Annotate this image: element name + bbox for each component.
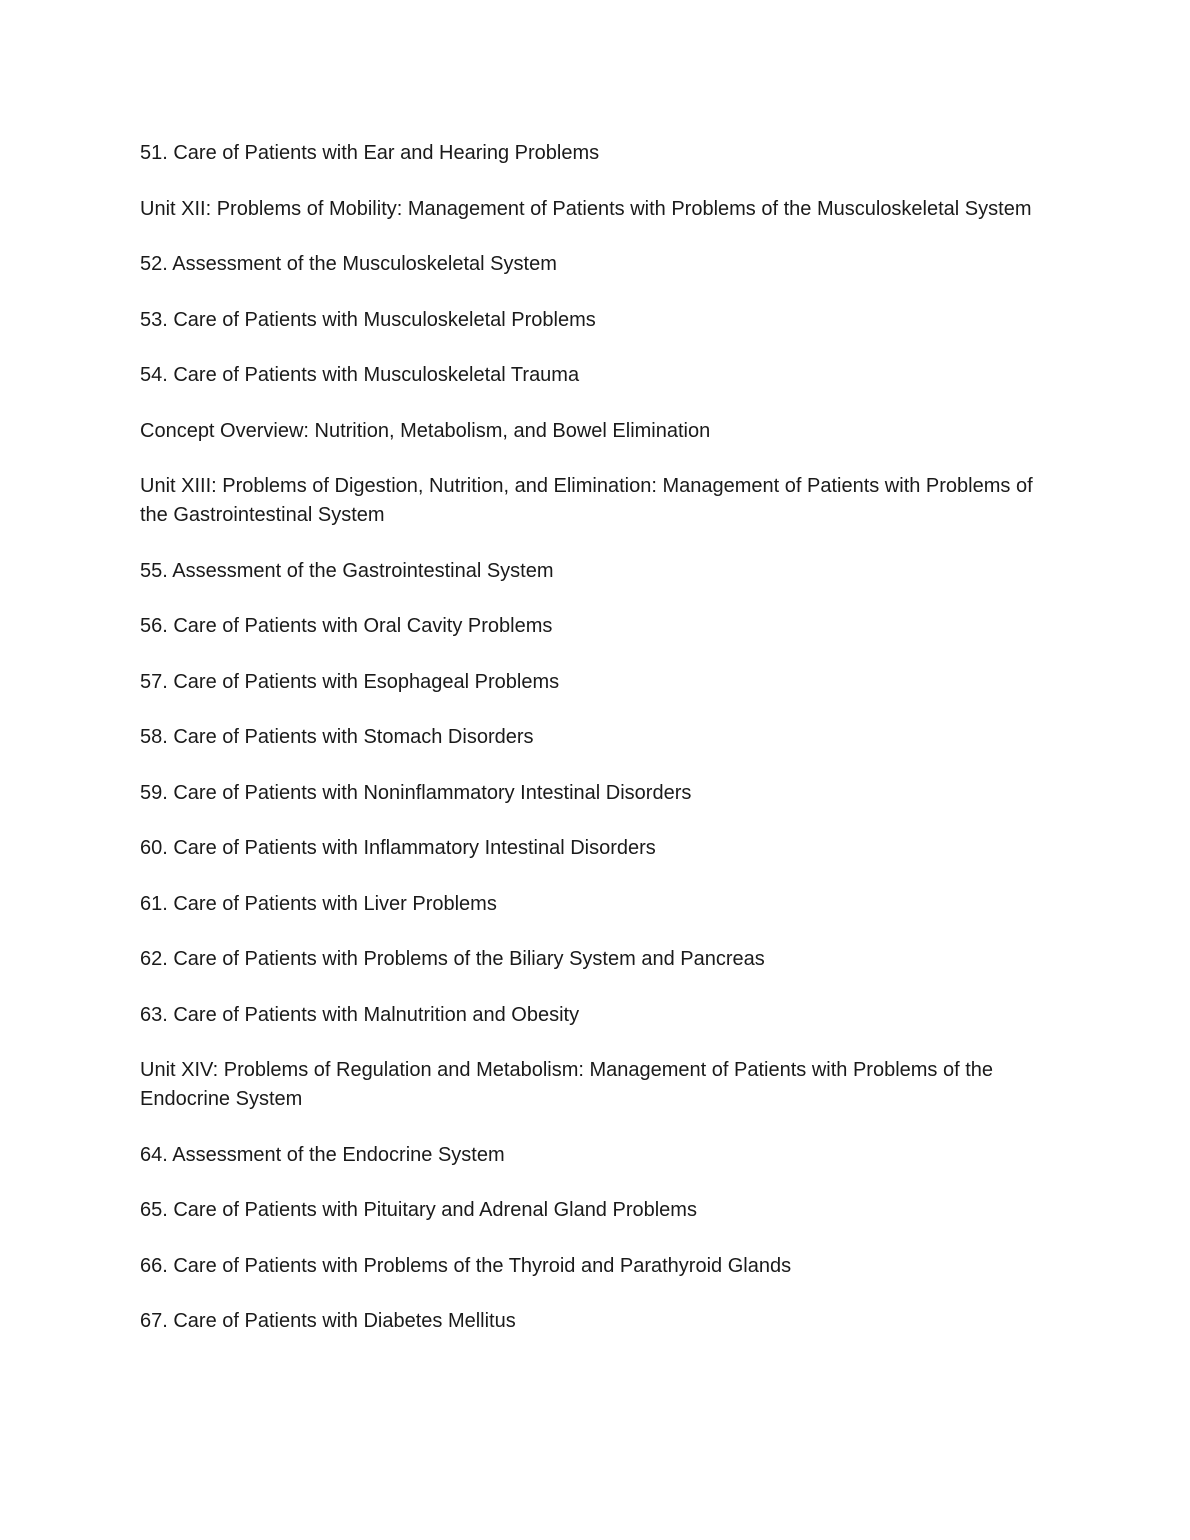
toc-entry-chapter-67: 67. Care of Patients with Diabetes Mellitus [140,1310,516,1332]
toc-entry-unit-xiii: Unit XIII: Problems of Digestion, Nutrition, and Elimination: Management of Patients with Problems of the Gastrointestinal System [140,475,1033,526]
toc-entry-chapter-54: 54. Care of Patients with Musculoskeletal Trauma [140,364,580,386]
toc-entry-chapter-59: 59. Care of Patients with Noninflammatory Intestinal Disorders [140,781,692,804]
toc-entry-unit-xiv: Unit XIV: Problems of Regulation and Metabolism: Management of Patients with Problems of the Endocrine System [140,1059,994,1110]
table-of-contents [140,139,1040,1363]
toc-entry-concept-overview: Concept Overview: Nutrition, Metabolism, and Bowel Elimination [140,419,711,442]
toc-entry-chapter-51: 51. Care of Patients with Ear and Hearing Problems [140,142,600,164]
toc-entry-chapter-56: 56. Care of Patients with Oral Cavity Problems [140,615,553,637]
toc-entry-chapter-65: 65. Care of Patients with Pituitary and Adrenal Gland Problems [140,1199,697,1221]
toc-entry-chapter-55: 55. Assessment of the Gastrointestinal System [140,559,554,582]
toc-entry-chapter-53: 53. Care of Patients with Musculoskeletal Problems [140,308,596,331]
toc-entry-chapter-61: 61. Care of Patients with Liver Problems [140,892,497,915]
toc-entry-chapter-66: 66. Care of Patients with Problems of the Thyroid and Parathyroid Glands [140,1254,792,1277]
toc-entry-chapter-60: 60. Care of Patients with Inflammatory Intestinal Disorders [140,837,656,859]
toc-entry-chapter-63: 63. Care of Patients with Malnutrition and Obesity [140,1003,580,1026]
toc-entry-chapter-64: 64. Assessment of the Endocrine System [140,1143,505,1166]
toc-entry-chapter-52: 52. Assessment of the Musculoskeletal System [140,253,557,275]
toc-entry-chapter-62: 62. Care of Patients with Problems of the Biliary System and Pancreas [140,948,765,970]
toc-entry-chapter-58: 58. Care of Patients with Stomach Disorders [140,726,534,748]
toc-entry-unit-xii: Unit XII: Problems of Mobility: Management of Patients with Problems of the Musculoskeletal System [140,197,1032,220]
toc-entry-chapter-57: 57. Care of Patients with Esophageal Problems [140,670,560,693]
